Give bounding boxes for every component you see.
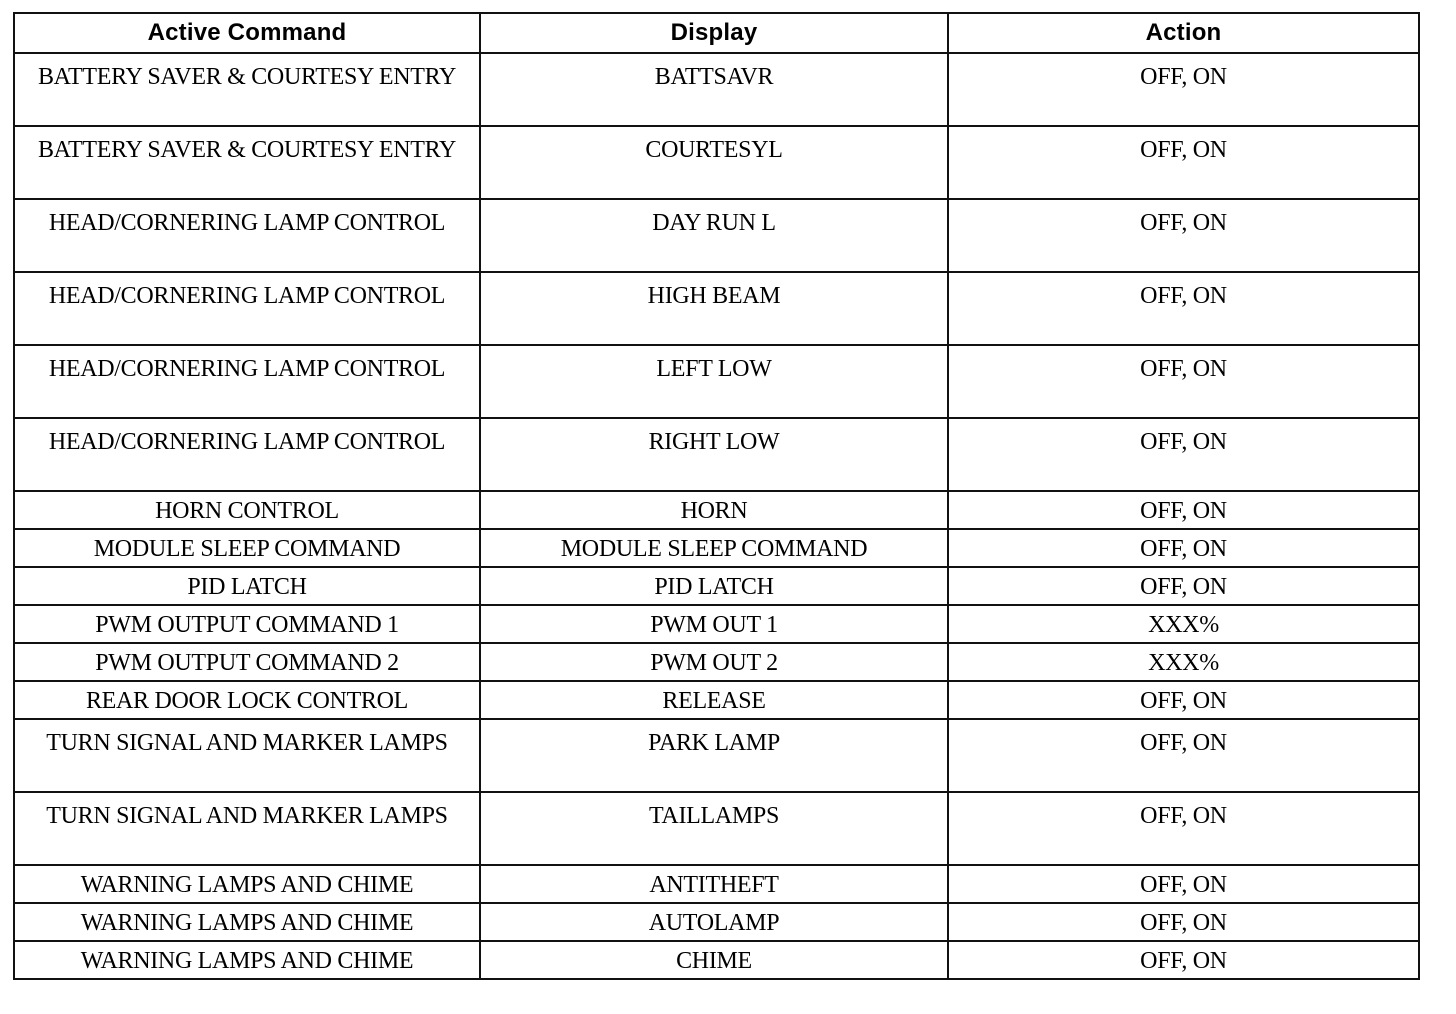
display-text: ANTITHEFT [649,872,779,898]
table-row [14,941,1419,979]
header-action: Action [948,13,1419,53]
display-cell [480,529,948,567]
display-cell [480,792,948,865]
active-command-table [13,12,1420,980]
active-command-text: PWM OUTPUT COMMAND 1 [95,612,399,638]
action-text: OFF, ON [1140,64,1227,90]
active-command-cell [14,643,480,681]
header-active-command: Active Command [14,13,480,53]
action-cell [948,199,1419,272]
display-cell [480,605,948,643]
display-text: LEFT LOW [656,356,772,382]
display-text: PWM OUT 2 [650,650,778,676]
display-text: CHIME [676,948,752,974]
action-text: XXX% [1148,650,1219,676]
action-cell [948,126,1419,199]
active-command-text: WARNING LAMPS AND CHIME [80,872,414,898]
active-command-text: HEAD/CORNERING LAMP CONTROL [48,429,446,455]
display-text: PID LATCH [654,574,774,600]
active-command-text: TURN SIGNAL AND MARKER LAMPS [46,803,448,829]
active-command-text: HEAD/CORNERING LAMP CONTROL [48,210,446,236]
active-command-cell [14,53,480,126]
display-cell [480,126,948,199]
table-row [14,529,1419,567]
active-command-cell [14,418,480,491]
display-cell [480,865,948,903]
display-text: PWM OUT 1 [650,612,778,638]
action-cell [948,605,1419,643]
display-cell [480,941,948,979]
active-command-text: MODULE SLEEP COMMAND [93,536,401,562]
action-text: OFF, ON [1140,730,1227,756]
action-cell [948,491,1419,529]
active-command-cell [14,865,480,903]
action-text: OFF, ON [1140,574,1227,600]
action-cell [948,865,1419,903]
action-cell [948,643,1419,681]
display-cell [480,345,948,418]
display-text: AUTOLAMP [648,910,780,936]
display-cell [480,681,948,719]
display-cell [480,903,948,941]
active-command-text: BATTERY SAVER & COURTESY ENTRY [37,64,457,90]
active-command-cell [14,941,480,979]
header-row [14,13,1419,53]
display-text: PARK LAMP [648,730,780,756]
document-page [13,12,1418,980]
active-command-text: PWM OUTPUT COMMAND 2 [95,650,399,676]
active-command-cell [14,491,480,529]
display-cell [480,567,948,605]
active-command-cell [14,903,480,941]
display-text: RELEASE [662,688,766,714]
display-cell [480,272,948,345]
display-cell [480,418,948,491]
display-cell [480,719,948,792]
active-command-cell [14,719,480,792]
active-command-cell [14,681,480,719]
active-command-cell [14,272,480,345]
table-row [14,792,1419,865]
action-text: OFF, ON [1140,688,1227,714]
table-row [14,865,1419,903]
table-row [14,272,1419,345]
display-text: HORN [680,498,748,524]
table-row [14,567,1419,605]
active-command-text: TURN SIGNAL AND MARKER LAMPS [46,730,448,756]
table-row [14,643,1419,681]
active-command-cell [14,605,480,643]
display-text: RIGHT LOW [648,429,780,455]
header-display: Display [480,13,948,53]
action-text: OFF, ON [1140,210,1227,236]
action-text: OFF, ON [1140,872,1227,898]
action-cell [948,681,1419,719]
table-row [14,903,1419,941]
display-cell [480,491,948,529]
active-command-cell [14,792,480,865]
display-text: TAILLAMPS [648,803,780,829]
action-text: OFF, ON [1140,948,1227,974]
display-text: MODULE SLEEP COMMAND [560,536,868,562]
active-command-cell [14,126,480,199]
display-text: HIGH BEAM [647,283,781,309]
action-text: OFF, ON [1140,137,1227,163]
action-cell [948,903,1419,941]
table-row [14,199,1419,272]
active-command-text: PID LATCH [187,574,307,600]
table-row [14,719,1419,792]
action-text: XXX% [1148,612,1219,638]
active-command-text: WARNING LAMPS AND CHIME [80,910,414,936]
display-cell [480,643,948,681]
action-text: OFF, ON [1140,356,1227,382]
action-text: OFF, ON [1140,498,1227,524]
table-row [14,605,1419,643]
action-cell [948,719,1419,792]
action-text: OFF, ON [1140,429,1227,455]
action-cell [948,792,1419,865]
action-cell [948,272,1419,345]
active-command-text: WARNING LAMPS AND CHIME [80,948,414,974]
active-command-cell [14,567,480,605]
action-cell [948,418,1419,491]
action-text: OFF, ON [1140,283,1227,309]
display-cell [480,53,948,126]
active-command-cell [14,345,480,418]
action-cell [948,567,1419,605]
table-row [14,681,1419,719]
action-cell [948,941,1419,979]
active-command-text: BATTERY SAVER & COURTESY ENTRY [37,137,457,163]
table-row [14,126,1419,199]
active-command-text: HORN CONTROL [155,498,339,524]
active-command-text: HEAD/CORNERING LAMP CONTROL [48,356,446,382]
active-command-text: HEAD/CORNERING LAMP CONTROL [48,283,446,309]
action-cell [948,529,1419,567]
table-row [14,53,1419,126]
active-command-text: REAR DOOR LOCK CONTROL [85,688,409,714]
action-text: OFF, ON [1140,536,1227,562]
active-command-cell [14,199,480,272]
action-cell [948,53,1419,126]
action-text: OFF, ON [1140,803,1227,829]
action-text: OFF, ON [1140,910,1227,936]
display-text: DAY RUN L [652,210,776,236]
display-text: BATTSAVR [654,64,774,90]
display-text: COURTESYL [645,137,783,163]
action-cell [948,345,1419,418]
active-command-cell [14,529,480,567]
table-row [14,418,1419,491]
display-cell [480,199,948,272]
table-row [14,345,1419,418]
table-row [14,491,1419,529]
